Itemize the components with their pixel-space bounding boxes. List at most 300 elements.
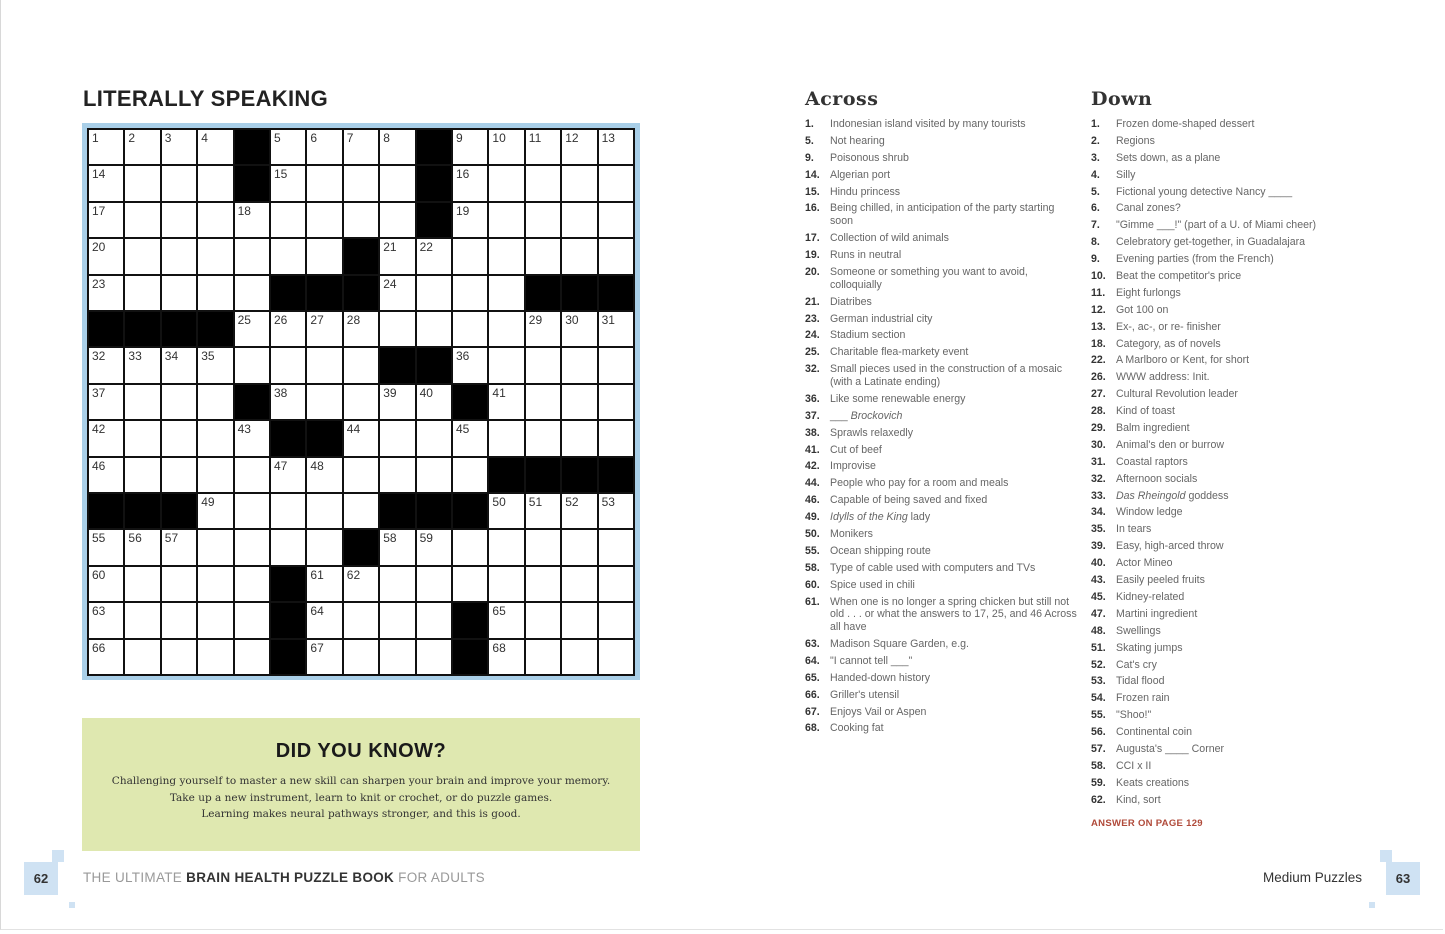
crossword-cell[interactable] bbox=[89, 348, 123, 382]
clue-item-number: 4. bbox=[1091, 168, 1100, 181]
crossword-cell[interactable] bbox=[162, 130, 196, 164]
crossword-cell[interactable] bbox=[125, 385, 159, 419]
clue-item-text bbox=[830, 672, 930, 685]
crossword-cell[interactable] bbox=[599, 640, 633, 674]
crossword-cell[interactable] bbox=[344, 348, 378, 382]
clue-number: 50 bbox=[492, 495, 506, 509]
crossword-cell[interactable] bbox=[526, 530, 560, 564]
crossword-cell[interactable] bbox=[235, 494, 269, 528]
crossword-cell[interactable] bbox=[198, 130, 232, 164]
clue-item-text bbox=[1116, 304, 1168, 317]
crossword-cell[interactable] bbox=[380, 166, 414, 200]
clue-item bbox=[805, 186, 1077, 199]
crossword-cell[interactable] bbox=[344, 603, 378, 637]
clue-item-text bbox=[830, 494, 987, 507]
clue-text: Augusta's ____ Corner bbox=[1116, 742, 1225, 755]
crossword-cell[interactable] bbox=[599, 239, 633, 273]
clue-item-text bbox=[830, 118, 1026, 131]
clue-number: 31 bbox=[601, 313, 615, 327]
clue-number: 35 bbox=[201, 349, 215, 364]
clue-item-number: 49. bbox=[805, 511, 820, 524]
clue-number: 23 bbox=[92, 276, 106, 291]
clue-item-text bbox=[830, 329, 905, 342]
crossword-cell[interactable] bbox=[599, 530, 633, 564]
puzzle-title: LITERALLY SPEAKING bbox=[83, 86, 328, 111]
crossword-cell[interactable] bbox=[344, 567, 378, 601]
clue-item-text bbox=[1116, 490, 1229, 503]
crossword-cell[interactable] bbox=[599, 567, 633, 601]
crossword-cell[interactable] bbox=[235, 348, 269, 382]
crossword-cell[interactable] bbox=[562, 567, 596, 601]
crossword-cell[interactable] bbox=[125, 166, 159, 200]
crossword-cell[interactable] bbox=[89, 239, 123, 273]
crossword-cell[interactable] bbox=[453, 312, 487, 346]
crossword-cell[interactable] bbox=[198, 239, 232, 273]
clue-item-number: 35. bbox=[1091, 523, 1106, 536]
clue-text: Handed-down history bbox=[830, 671, 931, 684]
clue-item bbox=[1091, 608, 1341, 621]
black-square bbox=[162, 312, 196, 346]
crossword-cell[interactable] bbox=[489, 603, 523, 637]
down-clues bbox=[1091, 88, 1341, 829]
crossword-cell[interactable] bbox=[489, 348, 523, 382]
crossword-cell[interactable] bbox=[344, 130, 378, 164]
crossword-cell[interactable] bbox=[235, 421, 269, 455]
crossword-cell[interactable] bbox=[453, 530, 487, 564]
crossword-cell[interactable] bbox=[344, 166, 378, 200]
crossword-cell[interactable] bbox=[307, 130, 341, 164]
crossword-cell[interactable] bbox=[489, 166, 523, 200]
clue-item bbox=[1091, 625, 1341, 638]
across-clues bbox=[805, 88, 1077, 739]
crossword-cell[interactable] bbox=[489, 494, 523, 528]
crossword-cell[interactable] bbox=[489, 276, 523, 310]
did-you-know-line: Challenging yourself to master a new skill can sharpen your brain and improve your memory. bbox=[111, 775, 611, 787]
crossword-cell[interactable] bbox=[599, 494, 633, 528]
crossword-cell[interactable] bbox=[198, 348, 232, 382]
crossword-cell[interactable] bbox=[417, 239, 451, 273]
crossword-cell[interactable] bbox=[271, 166, 305, 200]
black-square bbox=[453, 640, 487, 674]
crossword-cell[interactable] bbox=[489, 239, 523, 273]
clue-item bbox=[1091, 321, 1341, 334]
crossword-cell[interactable] bbox=[453, 203, 487, 237]
crossword-cell[interactable] bbox=[89, 640, 123, 674]
crossword-cell[interactable] bbox=[125, 603, 159, 637]
clue-number: 26 bbox=[274, 313, 288, 327]
clue-item bbox=[805, 118, 1077, 131]
crossword-cell[interactable] bbox=[380, 640, 414, 674]
crossword-cell[interactable] bbox=[344, 494, 378, 528]
clue-item bbox=[1091, 692, 1341, 705]
clue-item bbox=[1091, 642, 1341, 655]
clue-number: 14 bbox=[92, 167, 106, 182]
crossword-cell[interactable] bbox=[417, 458, 451, 492]
crossword-cell[interactable] bbox=[526, 166, 560, 200]
clue-item-text bbox=[1116, 625, 1161, 638]
clue-text: CCI x II bbox=[1116, 759, 1152, 772]
crossword-cell[interactable] bbox=[344, 385, 378, 419]
crossword-cell[interactable] bbox=[307, 312, 341, 346]
clue-item-text bbox=[1116, 557, 1173, 570]
crossword-cell[interactable] bbox=[453, 458, 487, 492]
crossword-cell[interactable] bbox=[271, 385, 305, 419]
crossword-cell[interactable] bbox=[380, 130, 414, 164]
clue-text: Sprawls relaxedly bbox=[830, 426, 914, 439]
crossword-cell[interactable] bbox=[380, 385, 414, 419]
clue-item-text bbox=[830, 393, 965, 406]
crossword-cell[interactable] bbox=[198, 530, 232, 564]
crossword-cell[interactable] bbox=[453, 130, 487, 164]
crossword-cell[interactable] bbox=[162, 421, 196, 455]
clue-item-number: 62. bbox=[1091, 793, 1106, 806]
clue-item-number: 2. bbox=[1091, 134, 1100, 147]
crossword-cell[interactable] bbox=[562, 421, 596, 455]
crossword-cell[interactable] bbox=[271, 458, 305, 492]
crossword-cell[interactable] bbox=[526, 203, 560, 237]
clue-text: Silly bbox=[1116, 168, 1136, 181]
crossword-cell[interactable] bbox=[453, 239, 487, 273]
crossword-cell[interactable] bbox=[235, 239, 269, 273]
clue-text: ___ bbox=[830, 409, 851, 422]
clue-item-text bbox=[830, 266, 1077, 292]
crossword-cell[interactable] bbox=[380, 276, 414, 310]
crossword-cell[interactable] bbox=[489, 640, 523, 674]
clue-item bbox=[1091, 371, 1341, 384]
clue-item-number: 58. bbox=[805, 561, 820, 574]
crossword-cell[interactable] bbox=[89, 603, 123, 637]
crossword-cell[interactable] bbox=[417, 567, 451, 601]
clue-number: 43 bbox=[237, 422, 251, 437]
crossword-cell[interactable] bbox=[489, 530, 523, 564]
crossword-cell[interactable] bbox=[235, 203, 269, 237]
crossword-cell[interactable] bbox=[562, 239, 596, 273]
clue-number: 11 bbox=[528, 131, 542, 145]
crossword-cell[interactable] bbox=[235, 458, 269, 492]
crossword-cell[interactable] bbox=[271, 494, 305, 528]
crossword-cell[interactable] bbox=[271, 530, 305, 564]
crossword-cell[interactable] bbox=[562, 530, 596, 564]
crossword-cell[interactable] bbox=[599, 130, 633, 164]
crossword-cell[interactable] bbox=[380, 239, 414, 273]
clue-item-number: 64. bbox=[805, 654, 820, 667]
crossword-cell[interactable] bbox=[417, 640, 451, 674]
crossword-cell[interactable] bbox=[307, 348, 341, 382]
crossword-cell[interactable] bbox=[599, 203, 633, 237]
crossword-cell[interactable] bbox=[344, 640, 378, 674]
crossword-cell[interactable] bbox=[526, 385, 560, 419]
crossword-cell[interactable] bbox=[562, 640, 596, 674]
clue-item bbox=[1091, 490, 1341, 503]
crossword-cell[interactable] bbox=[162, 385, 196, 419]
crossword-cell[interactable] bbox=[125, 348, 159, 382]
crossword-cell[interactable] bbox=[271, 239, 305, 273]
crossword-cell[interactable] bbox=[307, 530, 341, 564]
crossword-cell[interactable] bbox=[417, 312, 451, 346]
crossword-cell[interactable] bbox=[235, 276, 269, 310]
crossword-cell[interactable] bbox=[125, 458, 159, 492]
clue-item-number: 1. bbox=[1091, 118, 1100, 130]
clue-text: Capable of being saved and fixed bbox=[830, 494, 988, 507]
clue-number: 1 bbox=[92, 131, 99, 145]
crossword-cell[interactable] bbox=[162, 530, 196, 564]
crossword-cell[interactable] bbox=[89, 130, 123, 164]
crossword-cell[interactable] bbox=[198, 567, 232, 601]
crossword-cell[interactable] bbox=[125, 530, 159, 564]
crossword-cell[interactable] bbox=[89, 530, 123, 564]
crossword-cell[interactable] bbox=[562, 348, 596, 382]
crossword-cell[interactable] bbox=[162, 640, 196, 674]
clue-item-text bbox=[1116, 473, 1197, 486]
clue-item-number: 68. bbox=[805, 722, 820, 735]
crossword-cell[interactable] bbox=[162, 567, 196, 601]
crossword-cell[interactable] bbox=[125, 203, 159, 237]
crossword-cell[interactable] bbox=[380, 458, 414, 492]
crossword-cell[interactable] bbox=[125, 276, 159, 310]
clue-number: 3 bbox=[164, 131, 172, 145]
crossword-cell[interactable] bbox=[307, 458, 341, 492]
clue-number: 53 bbox=[601, 495, 615, 509]
crossword-cell[interactable] bbox=[307, 203, 341, 237]
crossword-cell[interactable] bbox=[453, 348, 487, 382]
crossword-cell[interactable] bbox=[562, 166, 596, 200]
crossword-cell[interactable] bbox=[125, 567, 159, 601]
crossword-cell[interactable] bbox=[162, 166, 196, 200]
clue-item-text bbox=[830, 722, 884, 735]
clue-item-text bbox=[1116, 608, 1197, 621]
crossword-cell[interactable] bbox=[380, 530, 414, 564]
black-square bbox=[162, 494, 196, 528]
crossword-cell[interactable] bbox=[380, 567, 414, 601]
crossword-cell[interactable] bbox=[526, 421, 560, 455]
crossword-cell[interactable] bbox=[599, 385, 633, 419]
crossword-cell[interactable] bbox=[453, 567, 487, 601]
crossword-cell[interactable] bbox=[599, 312, 633, 346]
crossword-cell[interactable] bbox=[417, 385, 451, 419]
crossword-cell[interactable] bbox=[89, 458, 123, 492]
crossword-cell[interactable] bbox=[599, 603, 633, 637]
crossword-cell[interactable] bbox=[162, 203, 196, 237]
crossword-cell[interactable] bbox=[162, 458, 196, 492]
crossword-cell[interactable] bbox=[380, 203, 414, 237]
crossword-cell[interactable] bbox=[89, 567, 123, 601]
crossword-cell[interactable] bbox=[198, 494, 232, 528]
clue-item bbox=[1091, 152, 1341, 165]
clue-item-text bbox=[1116, 354, 1249, 367]
crossword-cell[interactable] bbox=[307, 385, 341, 419]
clue-item-number: 60. bbox=[805, 578, 820, 591]
black-square bbox=[453, 603, 487, 637]
crossword-cell[interactable] bbox=[562, 385, 596, 419]
clue-item-text bbox=[830, 689, 899, 702]
clue-number: 9 bbox=[456, 131, 463, 145]
clue-text: When one is no longer a spring chicken but still not old . . . or what the answers to 17, 25, and 46 Across all have bbox=[830, 595, 1077, 634]
clue-item-number: 19. bbox=[805, 249, 820, 262]
clue-text: Diatribes bbox=[830, 295, 872, 308]
clue-text: Runs in neutral bbox=[830, 249, 902, 262]
crossword-cell[interactable] bbox=[526, 494, 560, 528]
crossword-cell[interactable] bbox=[417, 530, 451, 564]
clue-text: Small pieces used in the construction of a mosaic (with a Latinate ending) bbox=[830, 363, 1063, 388]
clue-text: Collection of wild animals bbox=[830, 232, 949, 245]
clue-item bbox=[1091, 422, 1341, 435]
clue-item-number: 20. bbox=[805, 265, 820, 278]
crossword-cell[interactable] bbox=[89, 276, 123, 310]
crossword-cell[interactable] bbox=[562, 603, 596, 637]
crossword-cell[interactable] bbox=[489, 312, 523, 346]
crossword-cell[interactable] bbox=[89, 421, 123, 455]
clue-item bbox=[1091, 354, 1341, 367]
clue-item-number: 5. bbox=[1091, 185, 1100, 198]
crossword-cell[interactable] bbox=[417, 603, 451, 637]
black-square bbox=[453, 494, 487, 528]
crossword-cell[interactable] bbox=[235, 567, 269, 601]
crossword-cell[interactable] bbox=[271, 130, 305, 164]
clue-item-text bbox=[1116, 777, 1189, 790]
crossword-cell[interactable] bbox=[526, 239, 560, 273]
clue-text: Cut of beef bbox=[830, 443, 882, 456]
crossword-cell[interactable] bbox=[89, 203, 123, 237]
crossword-cell[interactable] bbox=[562, 130, 596, 164]
crossword-cell[interactable] bbox=[307, 567, 341, 601]
book-title-post: FOR ADULTS bbox=[394, 870, 485, 885]
crossword-cell[interactable] bbox=[235, 530, 269, 564]
clue-item-text bbox=[1116, 388, 1238, 401]
crossword-cell[interactable] bbox=[271, 348, 305, 382]
clue-item-text bbox=[830, 135, 885, 148]
crossword-cell[interactable] bbox=[198, 166, 232, 200]
crossword-cell[interactable] bbox=[89, 385, 123, 419]
crossword-cell[interactable] bbox=[271, 203, 305, 237]
crossword-cell[interactable] bbox=[271, 312, 305, 346]
clue-text: Got 100 on bbox=[1116, 303, 1169, 316]
crossword-cell[interactable] bbox=[307, 640, 341, 674]
clue-item-number: 10. bbox=[1091, 270, 1106, 283]
crossword-cell[interactable] bbox=[489, 421, 523, 455]
crossword-cell[interactable] bbox=[489, 130, 523, 164]
crossword-cell[interactable] bbox=[599, 166, 633, 200]
clue-item bbox=[1091, 202, 1341, 215]
page-number-left: 62 bbox=[24, 862, 58, 895]
crossword-cell[interactable] bbox=[453, 421, 487, 455]
crossword-cell[interactable] bbox=[599, 348, 633, 382]
crossword-cell[interactable] bbox=[89, 166, 123, 200]
black-square bbox=[526, 458, 560, 492]
crossword-cell[interactable] bbox=[417, 276, 451, 310]
crossword-cell[interactable] bbox=[526, 130, 560, 164]
crossword-cell[interactable] bbox=[489, 385, 523, 419]
crossword-cell[interactable] bbox=[235, 640, 269, 674]
clue-number: 12 bbox=[565, 131, 579, 145]
clue-item-number: 34. bbox=[1091, 506, 1106, 519]
crossword-cell[interactable] bbox=[198, 640, 232, 674]
crossword-cell[interactable] bbox=[162, 239, 196, 273]
clue-item-text bbox=[1116, 321, 1221, 334]
clue-number: 13 bbox=[601, 131, 615, 145]
crossword-cell[interactable] bbox=[526, 312, 560, 346]
clue-item bbox=[805, 346, 1077, 359]
clue-text: Eight furlongs bbox=[1116, 286, 1181, 299]
clue-item-number: 5. bbox=[805, 134, 814, 147]
crossword-cell[interactable] bbox=[344, 421, 378, 455]
crossword-cell[interactable] bbox=[453, 166, 487, 200]
crossword-cell[interactable] bbox=[307, 494, 341, 528]
crossword-cell[interactable] bbox=[526, 348, 560, 382]
crossword-cell[interactable] bbox=[125, 239, 159, 273]
crossword-cell[interactable] bbox=[162, 276, 196, 310]
black-square bbox=[89, 494, 123, 528]
clue-item-number: 6. bbox=[1091, 202, 1100, 215]
crossword-cell[interactable] bbox=[562, 494, 596, 528]
crossword-cell[interactable] bbox=[307, 166, 341, 200]
crossword-cell[interactable] bbox=[307, 603, 341, 637]
clue-text: Cooking fat bbox=[830, 722, 884, 735]
crossword-frame bbox=[82, 123, 640, 680]
crossword-cell[interactable] bbox=[380, 421, 414, 455]
clue-item-number: 1. bbox=[805, 118, 814, 130]
crossword-cell[interactable] bbox=[125, 130, 159, 164]
crossword-cell[interactable] bbox=[417, 421, 451, 455]
clue-number: 59 bbox=[419, 531, 433, 546]
crossword-cell[interactable] bbox=[453, 276, 487, 310]
clue-item-number: 51. bbox=[1091, 641, 1106, 654]
crossword-cell[interactable] bbox=[380, 312, 414, 346]
crossword-cell[interactable] bbox=[599, 421, 633, 455]
crossword-cell[interactable] bbox=[162, 603, 196, 637]
crossword-cell[interactable] bbox=[526, 603, 560, 637]
black-square bbox=[307, 421, 341, 455]
clue-item-number: 38. bbox=[805, 426, 820, 439]
crossword-cell[interactable] bbox=[162, 348, 196, 382]
crossword-cell[interactable] bbox=[198, 603, 232, 637]
crossword-cell[interactable] bbox=[344, 458, 378, 492]
crossword-cell[interactable] bbox=[344, 203, 378, 237]
crossword-cell[interactable] bbox=[198, 203, 232, 237]
crossword-cell[interactable] bbox=[125, 640, 159, 674]
crossword-cell[interactable] bbox=[380, 603, 414, 637]
crossword-cell[interactable] bbox=[198, 458, 232, 492]
crossword-cell[interactable] bbox=[198, 385, 232, 419]
crossword-cell[interactable] bbox=[526, 567, 560, 601]
clue-item-text bbox=[830, 579, 915, 592]
clue-item bbox=[1091, 794, 1341, 807]
crossword-cell[interactable] bbox=[562, 312, 596, 346]
crossword-cell[interactable] bbox=[235, 312, 269, 346]
clue-item-number: 43. bbox=[1091, 574, 1106, 587]
black-square bbox=[271, 421, 305, 455]
clue-item-number: 39. bbox=[1091, 540, 1106, 553]
crossword-cell[interactable] bbox=[198, 421, 232, 455]
black-square bbox=[271, 567, 305, 601]
crossword-cell[interactable] bbox=[235, 603, 269, 637]
crossword-cell[interactable] bbox=[125, 421, 159, 455]
crossword-cell[interactable] bbox=[489, 567, 523, 601]
clue-number: 15 bbox=[274, 167, 288, 182]
crossword-cell[interactable] bbox=[526, 640, 560, 674]
crossword-cell[interactable] bbox=[344, 312, 378, 346]
crossword-cell[interactable] bbox=[198, 276, 232, 310]
clue-item-number: 67. bbox=[805, 705, 820, 718]
crossword-cell[interactable] bbox=[562, 203, 596, 237]
clue-number: 66 bbox=[92, 640, 106, 655]
crossword-cell[interactable] bbox=[307, 239, 341, 273]
clue-text: Skating jumps bbox=[1116, 641, 1183, 654]
crossword-cell[interactable] bbox=[489, 203, 523, 237]
black-square bbox=[562, 458, 596, 492]
clue-number: 62 bbox=[346, 567, 361, 582]
clue-item bbox=[805, 460, 1077, 473]
clue-number: 7 bbox=[346, 131, 354, 145]
